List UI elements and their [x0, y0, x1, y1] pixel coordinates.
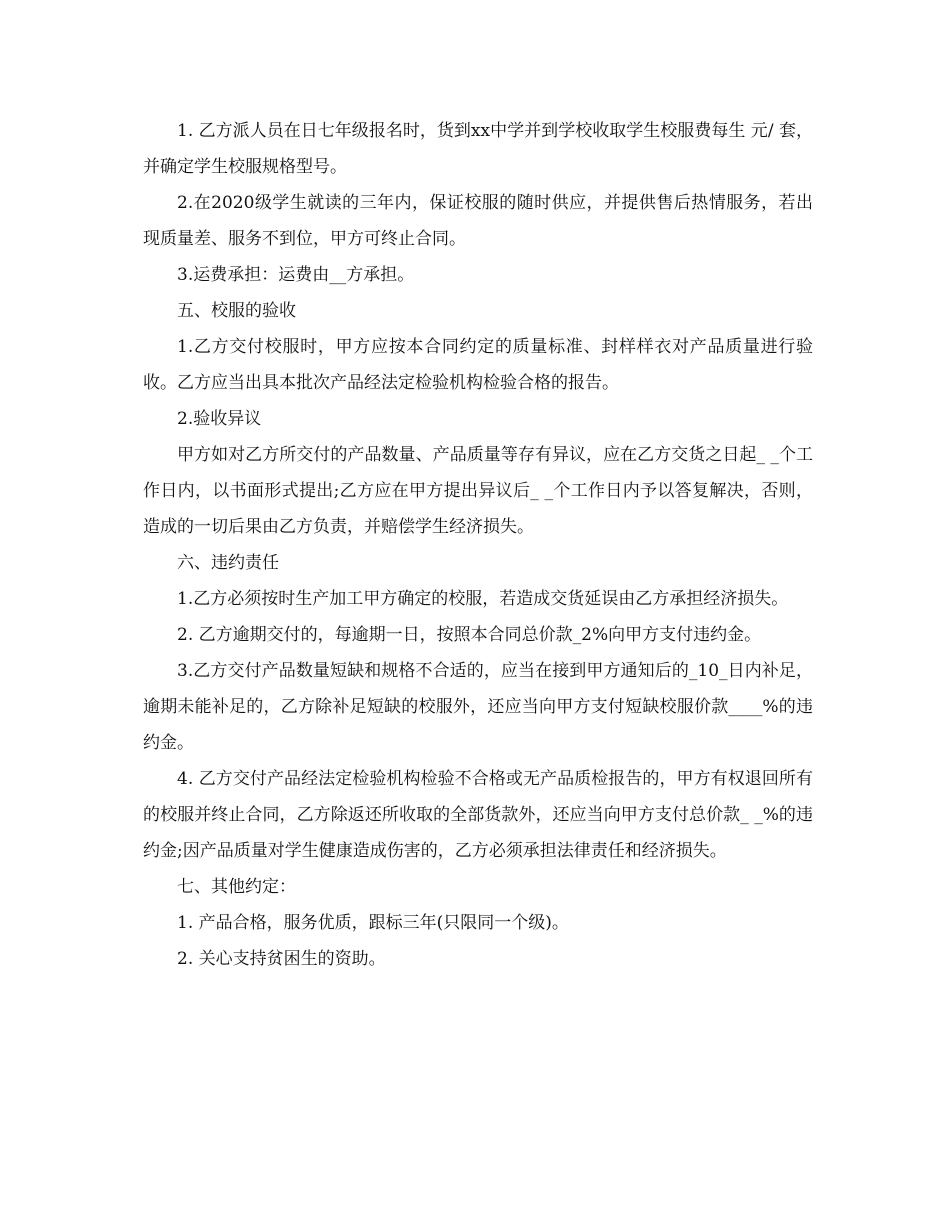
- liability-clause-1: 1.乙方必须按时生产加工甲方确定的校服，若造成交货延误由乙方承担经济损失。: [177, 589, 789, 609]
- section-heading-5: 五、校服的验收: [177, 301, 296, 321]
- liability-clause-3: 3.乙方交付产品数量短缺和规格不合适的，应当在接到甲方通知后的_10_日内补足，逾期未能补足的，乙方除补足短缺的校服外，还应当向甲方支付短缺校服价款____%的违约金。: [143, 661, 813, 753]
- inspection-objection-text: 甲方如对乙方所交付的产品数量、产品质量等存有异议，应在乙方交货之日起_ _个工作日内，以书面形式提出;乙方应在甲方提出异议后_ _个工作日内予以答复解决，否则，造成的一切后果由乙方负责，并赔偿学生经济损失。: [143, 445, 813, 537]
- liability-clause-4: 4. 乙方交付产品经法定检验机构检验不合格或无产品质检报告的，甲方有权退回所有的校服并终止合同，乙方除返还所收取的全部货款外，还应当向甲方支付总价款_ _%的违约金;因产品质量对学生健康造成伤害的，乙方必须承担法律责任和经济损失。: [143, 769, 813, 861]
- document-body: [143, 113, 813, 977]
- inspection-clause-1: 1.乙方交付校服时，甲方应按本合同约定的质量标准、封样样衣对产品质量进行验收。乙方应当出具本批次产品经法定检验机构检验合格的报告。: [143, 337, 813, 393]
- clause-2: 2.在2020级学生就读的三年内，保证校服的随时供应，并提供售后热情服务，若出现质量差、服务不到位，甲方可终止合同。: [143, 193, 813, 249]
- clause-1: 1. 乙方派人员在日七年级报名时，货到xx中学并到学校收取学生校服费每生 元/ 套，并确定学生校服规格型号。: [143, 121, 813, 177]
- section-heading-7: 七、其他约定：: [177, 877, 296, 897]
- inspection-clause-2: 2.验收异议: [177, 409, 262, 429]
- clause-3: 3.运费承担：运费由__方承担。: [177, 265, 415, 285]
- other-clause-2: 2. 关心支持贫困生的资助。: [177, 949, 386, 969]
- liability-clause-2: 2. 乙方逾期交付的，每逾期一日，按照本合同总价款_2%向甲方支付违约金。: [177, 625, 762, 645]
- other-clause-1: 1. 产品合格，服务优质，跟标三年(只限同一个级)。: [177, 913, 569, 933]
- section-heading-6: 六、违约责任: [177, 553, 279, 573]
